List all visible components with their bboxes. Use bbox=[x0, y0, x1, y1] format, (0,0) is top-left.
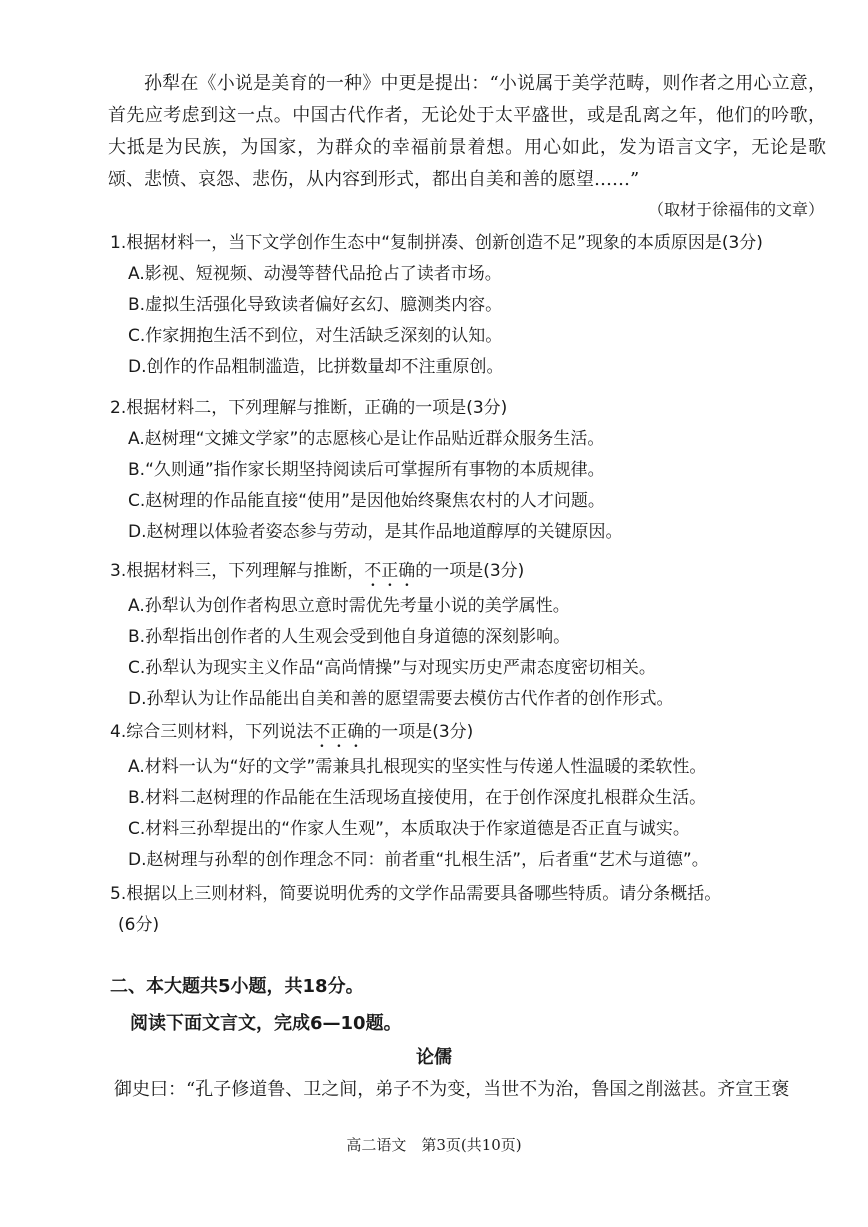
question-stem: 1.根据材料一，当下文学创作生态中“复制拼凑、创新创造不足”现象的本质原因是(3分) bbox=[110, 233, 763, 253]
option-b: B.“久则通”指作家长期坚持阅读后可掌握所有事物的本质规律。 bbox=[128, 460, 605, 480]
question-3 bbox=[110, 556, 830, 715]
question-2 bbox=[110, 393, 830, 548]
option-c: C.作家拥抱生活不到位，对生活缺乏深刻的认知。 bbox=[128, 326, 503, 346]
option-a: A.孙犁认为创作者构思立意时需优先考量小说的美学属性。 bbox=[128, 596, 570, 616]
option-c: C.赵树理的作品能直接“使用”是因他始终聚焦农村的人才问题。 bbox=[128, 491, 605, 511]
question-stem bbox=[110, 556, 830, 591]
question-score: (6分) bbox=[118, 915, 160, 935]
passage-title: 论儒 bbox=[416, 1047, 452, 1068]
material3-paragraph: 孙犁在《小说是美育的一种》中更是提出：“小说属于美学范畴，则作者之用心立意，首先应考虑到这一点。中国古代作者，无论处于太平盛世，或是乱离之年，他们的吟歌，大抵是为民族，为国家，为群众的幸福前景着想。用心如此，发为语言文字，无论是歌颂、悲愤、哀怨、悲伤，从内容到形式，都出自美和善的愿望……” bbox=[108, 73, 826, 190]
question-stem bbox=[110, 717, 830, 752]
page-footer: 高二语文 第3页(共10页) bbox=[346, 1136, 522, 1154]
option-c: C.材料三孙犁提出的“作家人生观”，本质取决于作家道德是否正直与诚实。 bbox=[128, 819, 690, 839]
emphasis-text: 不正确 bbox=[313, 722, 365, 742]
option-d: D.创作的作品粗制滥造，比拼数量却不注重原创。 bbox=[128, 357, 504, 377]
emphasis-text: 不正确 bbox=[364, 561, 416, 581]
option-a: A.影视、短视频、动漫等替代品抢占了读者市场。 bbox=[128, 264, 502, 284]
question-1 bbox=[110, 228, 830, 383]
option-b: B.虚拟生活强化导致读者偏好玄幻、臆测类内容。 bbox=[128, 295, 503, 315]
option-d: D.孙犁认为让作品能出自美和善的愿望需要去模仿古代作者的创作形式。 bbox=[128, 689, 674, 709]
question-stem: 5.根据以上三则材料，简要说明优秀的文学作品需要具备哪些特质。请分条概括。 bbox=[110, 884, 722, 904]
option-d: D.赵树理与孙犁的创作理念不同：前者重“扎根生活”，后者重“艺术与道德”。 bbox=[128, 850, 709, 870]
option-b: B.孙犁指出创作者的人生观会受到他自身道德的深刻影响。 bbox=[128, 627, 571, 647]
stem-text: 的一项是(3分) bbox=[415, 561, 525, 581]
passage-text: 御史曰：“孔子修道鲁、卫之间，弟子不为变，当世不为治，鲁国之削滋甚。齐宣王褒 bbox=[114, 1079, 790, 1100]
option-b: B.材料二赵树理的作品能在生活现场直接使用，在于创作深度扎根群众生活。 bbox=[128, 788, 707, 808]
stem-text: 的一项是(3分) bbox=[364, 722, 474, 742]
option-d: D.赵树理以体验者姿态参与劳动，是其作品地道醇厚的关键原因。 bbox=[128, 522, 623, 542]
stem-text: 4.综合三则材料，下列说法 bbox=[110, 722, 314, 742]
question-5 bbox=[110, 879, 830, 941]
question-stem: 2.根据材料二，下列理解与推断，正确的一项是(3分) bbox=[110, 398, 508, 418]
option-a: A.赵树理“文摊文学家”的志愿核心是让作品贴近群众服务生活。 bbox=[128, 429, 605, 449]
stem-text: 3.根据材料三，下列理解与推断， bbox=[110, 561, 365, 581]
question-4 bbox=[110, 717, 830, 876]
option-c: C.孙犁认为现实主义作品“高尚情操”与对现实历史严肃态度密切相关。 bbox=[128, 658, 656, 678]
option-a: A.材料一认为“好的文学”需兼具扎根现实的坚实性与传递人性温暖的柔软性。 bbox=[128, 757, 707, 777]
section-instruction: 阅读下面文言文，完成6—10题。 bbox=[130, 1013, 402, 1034]
material3-source: （取材于徐福伟的文章） bbox=[647, 200, 824, 219]
section-heading: 二、本大题共5小题，共18分。 bbox=[110, 976, 364, 997]
